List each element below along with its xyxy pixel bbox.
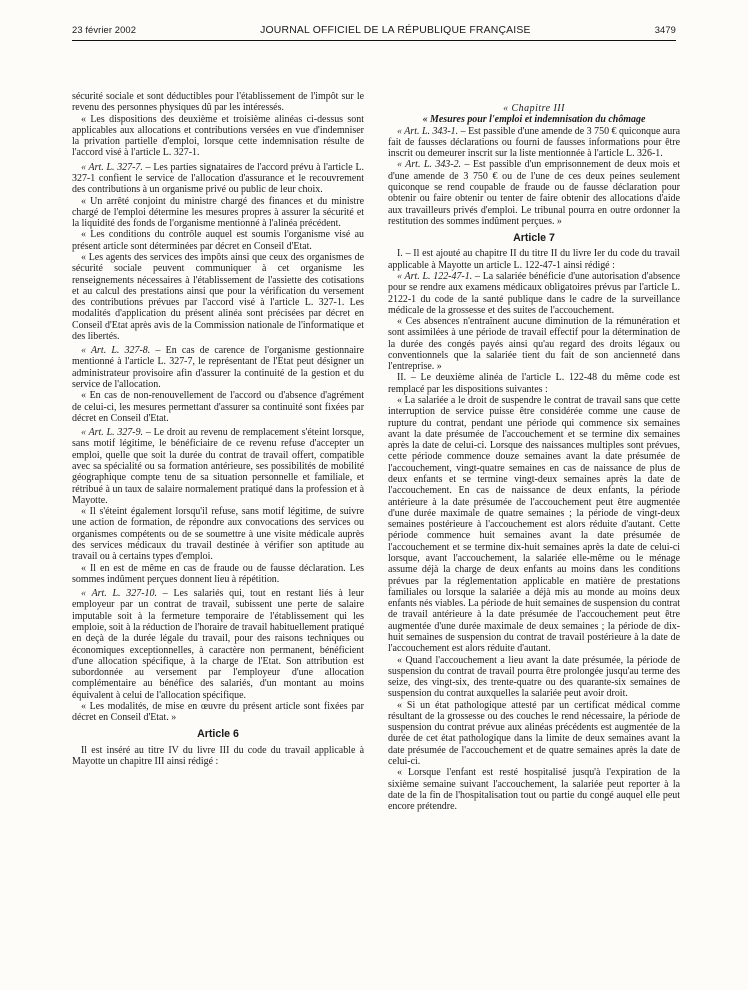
paragraph: « Un arrêté conjoint du ministre chargé des finances et du ministre chargé de l'emploi détermine les mesures propres à assurer la sécurité et la liquidité des fonds de l'organisme mentionné à l'alinéa précédent. <box>72 195 364 230</box>
paragraph: « Il s'éteint également lorsqu'il refuse, sans motif légitime, de suivre une action de formation, de répondre aux convocations des services ou organismes compétents ou de se soumettre à une visite médicale auprès des services médicaux du travail destinée à vérifier son aptitude au travail ou à certains types d'emploi. <box>72 506 364 563</box>
article-reference: « Art. L. 327-7. <box>81 161 143 173</box>
article-heading: Article 7 <box>513 232 555 245</box>
paragraph-text: – En cas de carence de l'organisme gestionnaire mentionné à l'article L. 327-7, le représentant de l'Etat peut désigner un administrateur provisoire afin d'assurer la continuité de la gestion et du service de l'allocation. <box>72 345 364 391</box>
header-rule <box>72 40 676 41</box>
page-number: 3479 <box>654 24 676 35</box>
paragraph: sécurité sociale et sont déductibles pour l'établissement de l'impôt sur le revenu des personnes physiques dû par les intéressés. <box>72 91 364 114</box>
left-column <box>72 91 364 767</box>
article-reference: « Art. L. 343-1. <box>397 125 459 137</box>
right-column <box>388 103 680 812</box>
paragraph: Il est inséré au titre IV du livre III du code du travail applicable à Mayotte un chapitre III ainsi rédigé : <box>72 744 364 768</box>
paragraph: I. – Il est ajouté au chapitre II du titre II du livre Ier du code du travail applicable à Mayotte un article L. 122-47-1 ainsi rédigé : <box>388 248 680 271</box>
paragraph <box>72 427 364 506</box>
paragraph: « Les conditions du contrôle auquel est soumis l'organisme visé au présent article sont déterminées par décret en Conseil d'Etat. <box>72 229 364 252</box>
paragraph-text: – Les parties signataires de l'accord prévu à l'article L. 327-1 confient le service de l'allocation d'assurance et le recouvrement des contributions à un organisme privé ou public de leur choix. <box>72 161 364 196</box>
paragraph: « Il en est de même en cas de fraude ou de fausse déclaration. Les sommes indûment perçues donnent lieu à répétition. <box>72 562 364 585</box>
paragraph: « Quand l'accouchement a lieu avant la date présumée, la période de suspension du contrat de travail pourra être prolongée jusqu'au terme des seize, des vingt-six, des trente-quatre ou des quarante-six semaines de suspension du contrat auxquelles la salariée peut avoir droit. <box>388 654 680 700</box>
article-reference: « Art. L. 343-2. <box>397 159 462 171</box>
page-header <box>72 24 676 36</box>
article-reference: « Art. L. 327-10. <box>81 588 157 600</box>
article-reference: « Art. L. 122-47-1. <box>397 270 473 282</box>
paragraph <box>388 271 680 316</box>
paragraph-text: – Les salariés qui, tout en restant liés à leur employeur par un contrat de travail, subissent une perte de salaire imputable soit à la fermeture temporaire de l'établissement qui les emploie, soit à la réduction de l'horaire de travail habituellement pratiqué en deçà de la durée légale du travail, pour des raisons techniques ou économiques exceptionnelles, à caractère non permanent, bénéficient d'une allocation spécifique, à la charge de l'Etat. Son attribution est subordonnée au versement par l'employeur d'une allocation complémentaire au bénéfice des salariés, d'un montant au moins équivalent à celui de l'allocation spécifique. <box>72 588 364 701</box>
paragraph <box>72 162 364 196</box>
paragraph-text: – La salariée bénéficie d'une autorisation d'absence pour se rendre aux examens médicaux obligatoires prévus par l'article L. 2122-1 du code de la santé publique dans le cadre de la surveillance médicale de la grossesse et des suites de l'accouchement. <box>388 270 680 316</box>
paragraph: « La salariée a le droit de suspendre le contrat de travail sans que cette interruption de service puisse être considérée comme une cause de rupture du contrat, pendant une période qui commence six semaines avant la date présumée de l'accouchement et se termine dix semaines après la date de celui-ci. Lorsque des naissances multiples sont prévues, cette période commence douze semaines avant la date présumée de l'accouchement, vingt-quatre semaines en cas de naissance de plus de deux enfants et se termine vingt-deux semaines après la date de l'accouchement. En cas de naissance de deux enfants, la période antérieure à la date présumée de l'accouchement peut être augmentée d'une durée maximale de quatre semaines ; la période de vingt-deux semaines postérieure à l'accouchement est alors réduite d'autant. Cette période commence huit semaines avant la date présumée de l'accouchement et se termine dix-huit semaines après la date de celui-ci lorsque, avant l'accouchement, la salariée elle-même ou le ménage assume déjà la charge de deux enfants au moins dans les conditions prévues par la réglementation applicable en matière de prestations familiales ou lorsque la salariée a déjà mis au monde au moins deux enfants nés viables. La période de huit semaines de suspension du contrat de travail antérieure à la date présumée de l'accouchement peut être augmentée d'une durée maximale de deux semaines ; la période de dix-huit semaines de suspension du contrat de travail postérieure à la date de l'accouchement est alors réduite d'autant. <box>388 395 680 655</box>
paragraph: « Les agents des services des impôts ainsi que ceux des organismes de sécurité sociale peuvent communiquer à cet organisme les renseignements nécessaires à l'établissement de l'assiette des cotisations et au calcul des prestations ainsi que pour la vérification du versement des contributions prévues par l'accord visé à l'article L. 327-1. Les modalités d'application du présent alinéa sont précisées par décret en Conseil d'Etat après avis de la Commission nationale de l'informatique et des libertés. <box>72 251 364 342</box>
paragraph: « Les dispositions des deuxième et troisième alinéas ci-dessus sont applicables aux allocations et contributions versées en vue d'indemniser la privation partielle d'emploi, lorsque cette indemnisation résulte de l'accord visé à l'article L. 327-1. <box>72 113 364 159</box>
paragraph <box>72 345 364 390</box>
paragraph-text: – Le droit au revenu de remplacement s'éteint lorsque, sans motif légitime, le bénéficiaire de ce revenu refuse d'accepter un emploi, quelle que soit la durée du contrat de travail offert, compatible avec sa spécialité ou sa formation antérieure, ses possibilités de mobilité géographique compte tenu de sa situation personnelle et familiale, et rétribué à un taux de salaire normalement pratiqué dans la profession et à Mayotte. <box>72 427 364 506</box>
chapter-heading: « Chapitre III <box>503 103 565 114</box>
issue-date: 23 février 2002 <box>72 24 137 35</box>
article-heading: Article 6 <box>197 728 239 741</box>
article-reference: « Art. L. 327-9. <box>81 427 144 439</box>
paragraph: « Lorsque l'enfant est resté hospitalisé jusqu'à l'expiration de la sixième semaine suivant l'accouchement, la salariée peut reporter à la date de la fin de l'hospitalisation tout ou partie du congé auquel elle peut encore prétendre. <box>388 767 680 813</box>
paragraph: « Les modalités, de mise en œuvre du présent article sont fixées par décret en Conseil d'Etat. » <box>72 700 364 724</box>
paragraph: « Si un état pathologique attesté par un certificat médical comme résultant de la grossesse ou des couches le rend nécessaire, la période de suspension du contrat prévue aux alinéas précédents est augmentée de la durée de cet état pathologique dans la limite de deux semaines avant la date présumée de l'accouchement et de quatre semaines après la date de celui-ci. <box>388 699 680 768</box>
chapter-title: « Mesures pour l'emploi et indemnisation du chômage <box>422 114 646 126</box>
paragraph: « En cas de non-renouvellement de l'accord ou d'absence d'agrément de celui-ci, les mesures permettant d'assurer sa continuité sont fixées par décret en Conseil d'Etat. <box>72 390 364 424</box>
paragraph-text: – Est passible d'une amende de 3 750 € quiconque aura fait de fausses déclarations ou fourni de fausses informations pour être inscrit ou demeurer inscrit sur la liste mentionnée à l'article L. 326-1. <box>388 125 680 160</box>
paragraph-text: – Est passible d'un emprisonnement de deux mois et d'une amende de 3 750 € ou de l'une de ces deux peines seulement quiconque se rend coupable de fraude ou de fausse déclaration pour obtenir ou faire obtenir ou tenter de faire obtenir des allocations d'aide aux travailleurs privés d'emploi. Le tribunal pourra en outre ordonner la restitution des sommes indûment perçues. » <box>388 159 681 227</box>
paragraph <box>72 588 364 701</box>
article-reference: « Art. L. 327-8. <box>81 345 151 357</box>
paragraph: « Ces absences n'entraînent aucune diminution de la rémunération et sont assimilées à une période de travail effectif pour la détermination de la durée des congés payés ainsi qu'au regard des droits légaux ou conventionnels que la salariée tient du fait de son ancienneté dans l'entreprise. » <box>388 316 680 373</box>
paragraph: II. – Le deuxième alinéa de l'article L. 122-48 du même code est remplacé par les dispositions suivantes : <box>388 372 680 395</box>
paragraph <box>388 126 680 160</box>
paragraph <box>388 159 680 227</box>
journal-title: JOURNAL OFFICIEL DE LA RÉPUBLIQUE FRANÇAISE <box>260 25 531 36</box>
